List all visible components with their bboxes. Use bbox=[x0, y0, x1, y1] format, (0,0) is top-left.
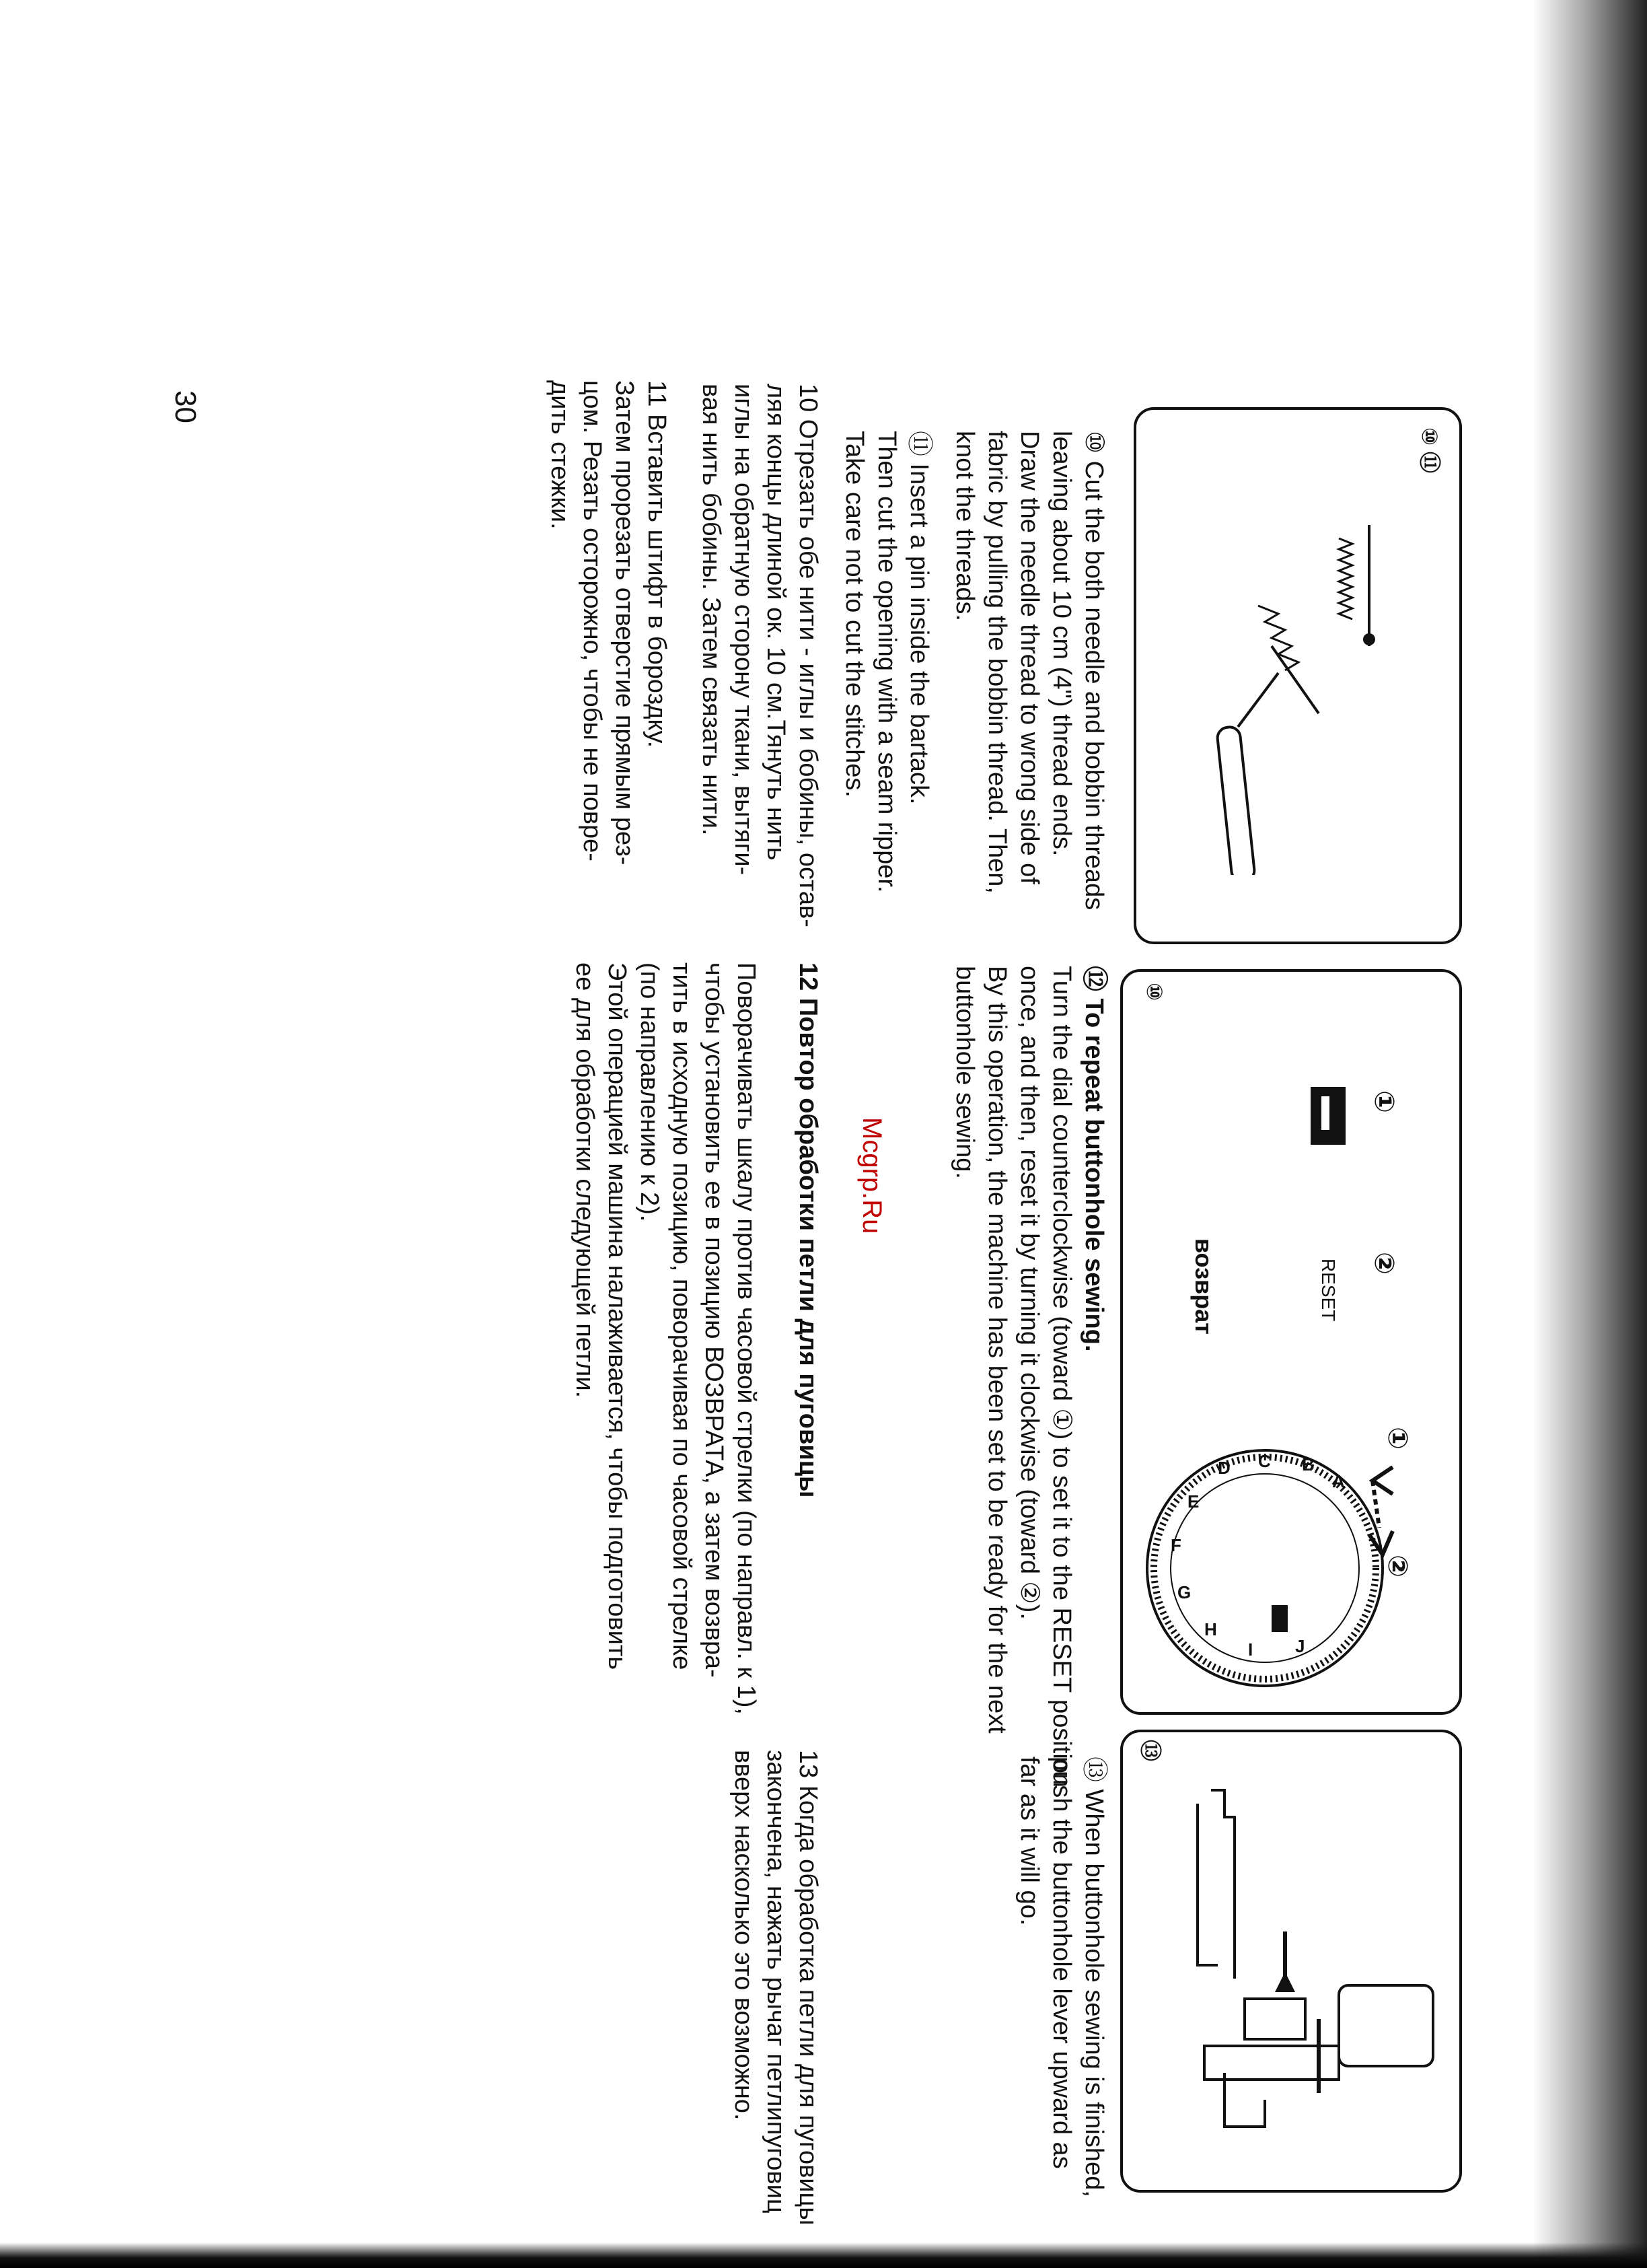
ru-step-12 bbox=[569, 962, 824, 1715]
ripper-handle bbox=[1216, 726, 1255, 875]
en-step-12-heading: ⑫ To repeat buttonhole sewing. bbox=[1080, 966, 1108, 1352]
en-step-10 bbox=[949, 431, 1110, 910]
en-step-12-line: once, and then, reset it by turning it clockwise (toward ②). bbox=[1015, 966, 1044, 1620]
page-number: 30 bbox=[169, 390, 202, 423]
reset-label-ru: возврат bbox=[1190, 1238, 1218, 1335]
seam-ripper-illustration bbox=[1144, 471, 1440, 875]
ripper-blade bbox=[1272, 646, 1319, 713]
dial-letter: I bbox=[1248, 1639, 1253, 1660]
ru-step-11 bbox=[544, 380, 673, 865]
en-step-10-line: Draw the needle thread to wrong side of bbox=[1015, 431, 1044, 884]
pin-head bbox=[1363, 633, 1375, 645]
en-step-10-line: knot the threads. bbox=[951, 431, 979, 622]
watermark: Mcgrp.Ru bbox=[857, 1117, 887, 1234]
ru-step-12-line: тить в исходную позицию, поворачивая по часовой стрелке bbox=[667, 962, 696, 1670]
ru-step-11-line: цом. Резать осторожно, чтобы не повре- bbox=[578, 380, 606, 861]
machine-body bbox=[1339, 1985, 1433, 2066]
en-step-11-line: Take care not to cut the stitches. bbox=[840, 431, 869, 798]
ru-step-13 bbox=[727, 1750, 824, 2226]
en-step-13-line: ⑬ When buttonhole sewing is finished, bbox=[1080, 1757, 1108, 2197]
en-step-12 bbox=[949, 966, 1110, 1787]
dial-letter: C bbox=[1258, 1451, 1271, 1471]
ru-step-10-line: вая нить бобины. Затем связать нити. bbox=[697, 384, 725, 836]
ru-step-10-line: ляя концы длиной ок. 10 см.Тянуть нить bbox=[762, 384, 790, 861]
ru-step-12-line: чтобы установить ее в позицию ВОЗВРАТА, а затем возвра- bbox=[700, 962, 728, 1678]
ru-step-11-line: дить стежки. bbox=[546, 380, 574, 530]
dial-letter: J bbox=[1295, 1636, 1305, 1656]
ru-step-13-line: вверх насколько это возможно. bbox=[729, 1750, 758, 2121]
en-step-11 bbox=[838, 431, 935, 893]
buttonhole-stitching-lower bbox=[1258, 606, 1298, 670]
dial-letter: B bbox=[1302, 1454, 1315, 1475]
ru-step-12-line: ее для обработки следующей петли. bbox=[571, 962, 599, 1398]
ru-step-12-line: Поворачивать шкалу против часовой стрелки (по направл. к 1), bbox=[732, 962, 760, 1715]
dial-letter: E bbox=[1187, 1491, 1200, 1512]
dial-letter: H bbox=[1204, 1619, 1217, 1639]
ru-step-11-line: 11 Вставить штифт в бороздку. bbox=[643, 380, 671, 748]
figure-badge-13: ⑬ bbox=[1138, 1740, 1163, 1762]
en-step-13-line: far as it will go. bbox=[1015, 1757, 1044, 1926]
en-step-12-line: buttonhole sewing. bbox=[951, 966, 979, 1179]
ru-step-11-line: Затем прорезать отверстие прямым рез- bbox=[610, 380, 638, 865]
reset-symbol: RESET bbox=[1318, 1259, 1339, 1322]
buttonhole-lever-illustration bbox=[1184, 1777, 1440, 2154]
buttonhole-stitching bbox=[1339, 538, 1352, 619]
direction-1-label: ① bbox=[1369, 1090, 1399, 1113]
en-step-10-line: fabric by pulling the bobbin thread. Then, bbox=[983, 431, 1011, 894]
rotation-arrows-icon bbox=[1352, 1460, 1413, 1568]
figure-badge-12: ⑩ bbox=[1142, 983, 1167, 1001]
en-step-13 bbox=[1013, 1757, 1110, 2197]
direction-2-label: ② bbox=[1369, 1252, 1399, 1275]
dial-direction-1-label: ① bbox=[1383, 1427, 1412, 1450]
en-step-13-line: push the buttonhole lever upward as bbox=[1048, 1757, 1076, 2169]
dial-letter: A bbox=[1332, 1471, 1345, 1491]
dial-direction-2-label: ② bbox=[1383, 1555, 1412, 1578]
ru-step-13-line: закончена, нажать рычаг петлипуговиц bbox=[762, 1750, 790, 2213]
en-step-10-line: ⑩ Cut the both needle and bobbin threads bbox=[1080, 431, 1108, 911]
en-step-12-line: Turn the dial counterclockwise (toward ①) to set it to the RESET position bbox=[1048, 966, 1076, 1788]
ru-step-10 bbox=[695, 384, 824, 927]
ru-step-13-line: 13 Когда обработка петли для пуговицы bbox=[794, 1750, 822, 2226]
dial-letter: F bbox=[1171, 1535, 1181, 1555]
stop-symbol bbox=[1311, 1087, 1346, 1145]
en-step-11-line: Then cut the opening with a seam ripper. bbox=[873, 431, 901, 893]
en-step-11-line: ⑪ Insert a pin inside the bartack. bbox=[905, 431, 933, 805]
lever-block bbox=[1245, 1999, 1305, 2039]
ru-step-10-line: иглы на обратную сторону ткани, вытяги- bbox=[729, 384, 758, 876]
en-step-12-line: By this operation, the machine has been set to be ready for the next bbox=[983, 966, 1011, 1734]
figure-badge-10-11: ⑩ ⑪ bbox=[1418, 427, 1442, 473]
dial-reset-marker bbox=[1272, 1605, 1288, 1632]
ru-step-12-heading: 12 Повтор обработки петли для пуговицы bbox=[794, 962, 822, 1498]
ru-step-12-line: Этой операцией машина налаживается, чтобы подготовить bbox=[603, 962, 631, 1670]
scan-shadow-right bbox=[1533, 0, 1647, 2268]
ru-step-12-line: (по направлению к 2). bbox=[635, 962, 663, 1222]
ru-step-10-line: 10 Отрезать обе нити - иглы и бобины, остав- bbox=[794, 384, 822, 927]
dial-letter: G bbox=[1177, 1582, 1192, 1602]
scan-shadow-bottom bbox=[0, 2242, 1647, 2268]
en-step-10-line: leaving about 10 cm (4") thread ends. bbox=[1048, 431, 1076, 857]
dial-letter: D bbox=[1218, 1458, 1231, 1478]
